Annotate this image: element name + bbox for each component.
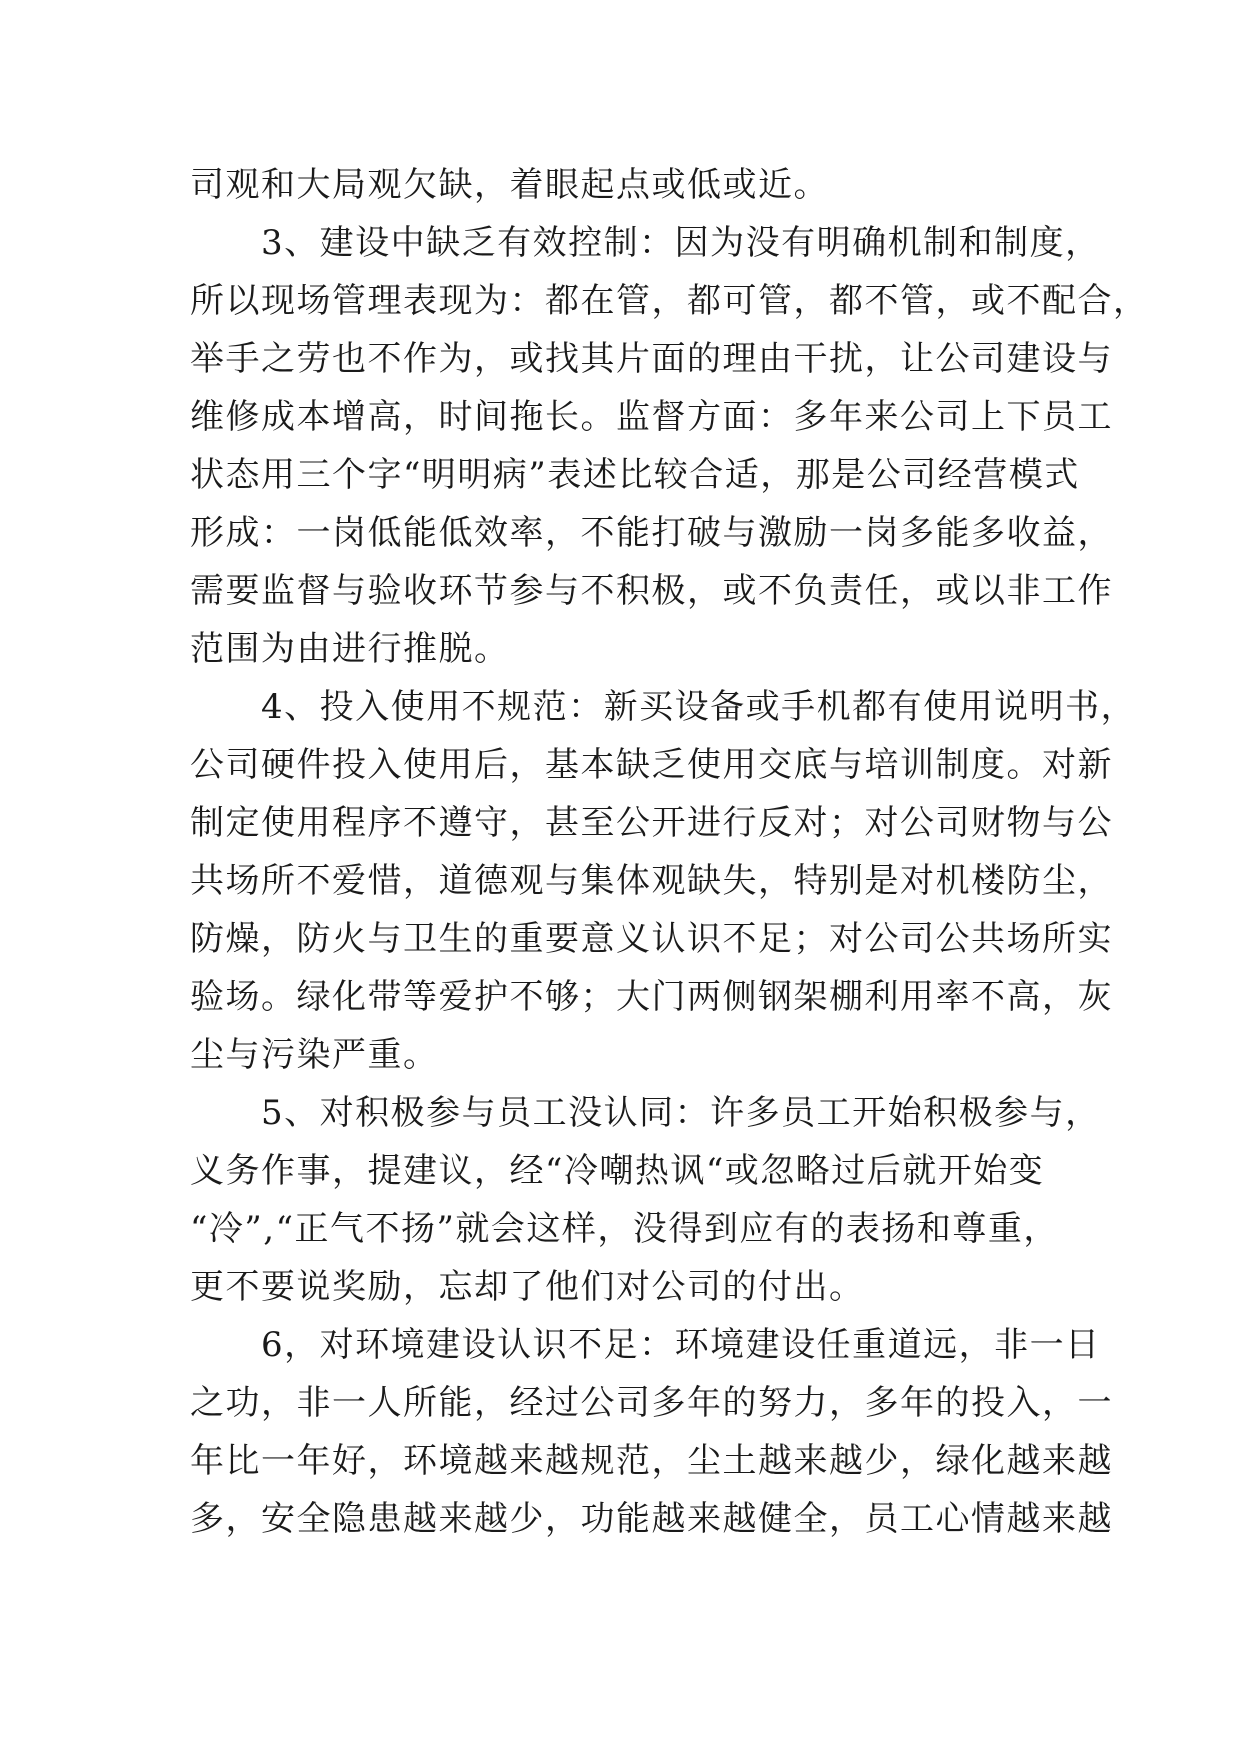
text-line: 制定使用程序不遵守，甚至公开进行反对；对公司财物与公 <box>190 803 1113 843</box>
text-line: “冷”,“正气不扬”就会这样，没得到应有的表扬和尊重， <box>190 1209 1059 1249</box>
document-body <box>190 156 1149 1548</box>
text-line: 之功，非一人所能，经过公司多年的努力，多年的投入，一 <box>190 1383 1113 1423</box>
text-line: 司观和大局观欠缺，着眼起点或低或近。 <box>190 165 829 205</box>
text-line: 4、投入使用不规范：新买设备或手机都有使用说明书， <box>190 687 1137 727</box>
text-line: 状态用三个字“明明病”表述比较合适，那是公司经营模式 <box>190 455 1080 495</box>
text-line: 多，安全隐患越来越少，功能越来越健全，员工心情越来越 <box>190 1499 1113 1539</box>
text-line: 验场。绿化带等爱护不够；大门两侧钢架棚利用率不高，灰 <box>190 977 1113 1017</box>
text-line: 公司硬件投入使用后，基本缺乏使用交底与培训制度。对新 <box>190 745 1113 785</box>
text-line: 5、对积极参与员工没认同：许多员工开始积极参与， <box>190 1093 1101 1133</box>
text-line: 需要监督与验收环节参与不积极，或不负责任，或以非工作 <box>190 571 1113 611</box>
text-line: 更不要说奖励，忘却了他们对公司的付出。 <box>190 1267 865 1307</box>
text-line: 3、建设中缺乏有效控制：因为没有明确机制和制度， <box>190 223 1101 263</box>
text-line: 范围为由进行推脱。 <box>190 629 510 669</box>
text-line: 维修成本增高，时间拖长。监督方面：多年来公司上下员工 <box>190 397 1113 437</box>
text-line: 共场所不爱惜，道德观与集体观缺失，特别是对机楼防尘， <box>190 861 1113 901</box>
text-line: 尘与污染严重。 <box>190 1035 439 1075</box>
text-line: 年比一年好，环境越来越规范，尘土越来越少，绿化越来越 <box>190 1441 1113 1481</box>
text-line: 6，对环境建设认识不足：环境建设任重道远，非一日 <box>190 1325 1101 1365</box>
text-line: 防燥，防火与卫生的重要意义认识不足；对公司公共场所实 <box>190 919 1113 959</box>
text-line: 形成：一岗低能低效率，不能打破与激励一岗多能多收益， <box>190 513 1113 553</box>
text-line: 所以现场管理表现为：都在管，都可管，都不管，或不配合， <box>190 281 1149 321</box>
text-line: 义务作事，提建议，经“冷嘲热讽“或忽略过后就开始变 <box>190 1151 1045 1191</box>
text-line: 举手之劳也不作为，或找其片面的理由干扰，让公司建设与 <box>190 339 1113 379</box>
